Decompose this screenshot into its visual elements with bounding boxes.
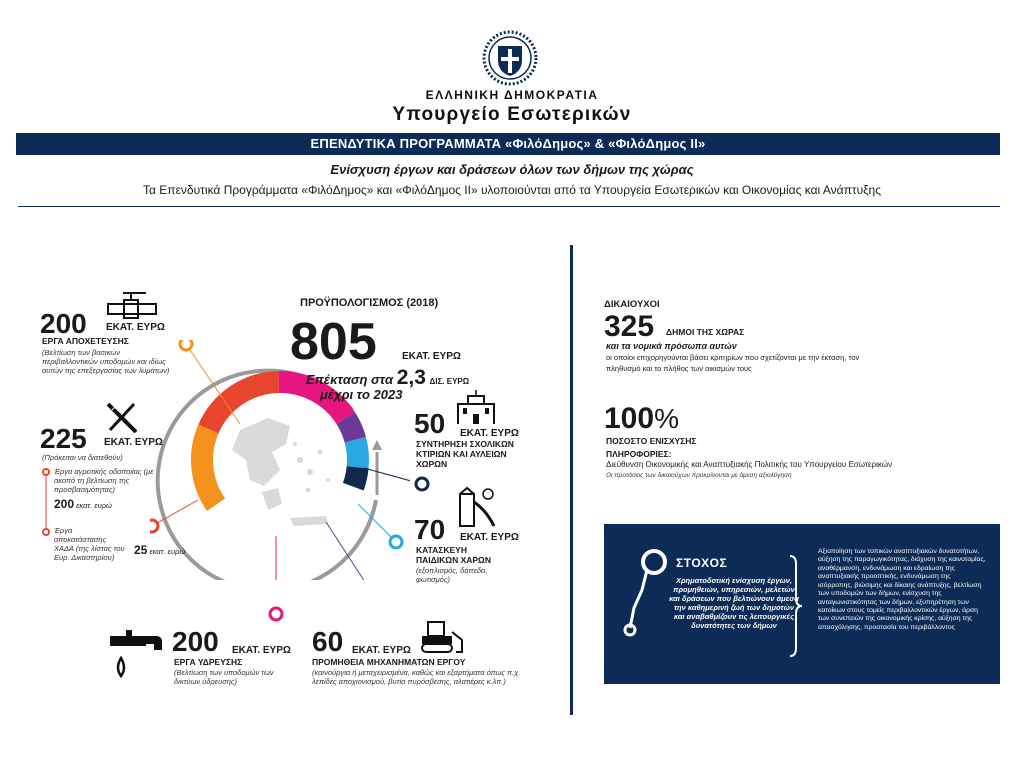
- machinery-value: 60: [312, 626, 344, 657]
- budget-unit: ΕΚΑΤ. ΕΥΡΩ: [402, 351, 461, 362]
- beneficiaries-unit: ΔΗΜΟΙ ΤΗΣ ΧΩΡΑΣ: [666, 327, 745, 337]
- goal-right-text: Αξιοποίηση των τοπικών αναπτυξιακών δυνατοτήτων, αύξηση της παραγωγικότητας, διάχυση της καινοτομίας, αναθέρμανση, ενδυνάμωση και εδραίωση της αναπτυξιακής προοπτικής, ενδυνάμωση της ισόρροπης, βιώσιμης και δίκαιης ανάπτυξης, βελτίωση των υποδομών των δήμων, ενίσχυση της ανταγωνιστικότητας των δήμων, εξυπηρέτηση των κατοίκων στους τομείς περιβαλλοντικών έργων, άρση των συνεπειών της οικονομικής κρίσης, αύξηση της απασχόλησης, προστασία του περιβάλλοντος: [818, 548, 986, 631]
- planned-sub1-unit: εκατ. ευρώ: [76, 501, 112, 510]
- program-description: Τα Επενδυτικά Προγράμματα «ΦιλόΔημος» και «ΦιλόΔημος ΙΙ» υλοποιούνται από τα Υπουργεία Εσωτερικών και Οικονομίας και Ανάπτυξης: [143, 183, 881, 197]
- goal-panel: [604, 524, 1000, 684]
- budget-value: 805: [290, 313, 377, 371]
- planned-note: (Πρόκειται να διατεθούν): [42, 453, 123, 462]
- support-label: ΠΟΣΟΣΤΟ ΕΝΙΣΧΥΣΗΣ: [606, 436, 697, 446]
- marker-schools: [414, 476, 430, 492]
- water-note: (Βελτίωση των υποδομών των δικτύων ύδρευσης): [174, 668, 274, 686]
- greek-emblem-icon: [482, 30, 538, 86]
- beneficiaries-label: ΔΙΚΑΙΟΥΧΟΙ: [604, 299, 660, 310]
- bulldozer-icon: [416, 618, 464, 654]
- beneficiaries-desc: οι οποίοι επιχορηγούνται βάσει κριτηρίων που σχετίζονται με την έκταση, τον πληθυσμό και το πλήθος των οικισμών τους: [606, 353, 860, 373]
- water-unit: ΕΚΑΤ. ΕΥΡΩ: [232, 645, 291, 656]
- extension-prefix: Επέκταση στα: [306, 372, 394, 387]
- sewage-note: (Βελτίωση των βασικών περιβαλλοντικών υποδομών και ιδίως αυτών της επεξεργασίας των λυμάτων): [42, 348, 170, 375]
- goal-left-text: Χρηματοδοτική ενίσχυση έργων, προμηθειών, υπηρεσιών, μελετών και δράσεων που βελτιώνουν άμεσα την καθημερινή ζωή των δημοτών και αναβαθμίζουν τις λειτουργικές δυνατότητες των δήμων: [669, 576, 799, 630]
- info-text: Διεύθυνση Οικονομικής και Αναπτυξιακής Πολιτικής του Υπουργείου Εσωτερικών: [606, 460, 893, 469]
- planned-value: 225: [40, 423, 87, 454]
- marker-sewage: [180, 340, 192, 350]
- playground-slide-icon: [456, 486, 498, 528]
- extension-value: 2,3: [396, 366, 426, 389]
- greece-map-icon: [232, 418, 330, 526]
- planned-unit: ΕΚΑΤ. ΕΥΡΩ: [104, 437, 163, 448]
- planned-sub2-unit: εκατ. ευρώ: [149, 547, 186, 556]
- playgrounds-value: 70: [414, 514, 446, 545]
- machinery-unit: ΕΚΑΤ. ΕΥΡΩ: [352, 645, 411, 656]
- water-value: 200: [172, 626, 219, 657]
- marker-playgrounds: [390, 536, 402, 548]
- page-subtitle: Ενίσχυση έργων και δράσεων όλων των δήμων της χώρας: [330, 162, 694, 177]
- water-tap-icon: [108, 628, 166, 684]
- support-value: 100: [604, 402, 655, 435]
- school-building-icon: [456, 390, 496, 426]
- schools-value: 50: [414, 408, 446, 439]
- machinery-note: (καινούργια ή μεταχειρισμένα, καθώς και εξαρτήματα όπως π.χ. λεπίδες αποχιονισμού, βυτία πυρόσβεσης, αλατιέρες κ.λπ.): [312, 668, 521, 686]
- arc-arrow: [372, 440, 382, 450]
- header-divider: [18, 206, 1000, 207]
- playgrounds-unit: ΕΚΑΤ. ΕΥΡΩ: [460, 532, 519, 543]
- playgrounds-note: (εξοπλισμός, δάπεδα, φωτισμός): [416, 566, 488, 584]
- budget-label: ΠΡΟΫΠΟΛΟΓΙΣΜΟΣ (2018): [300, 297, 439, 309]
- beneficiaries-legal: και τα νομικά πρόσωπα αυτών: [606, 341, 737, 351]
- marker-water: [268, 606, 284, 622]
- program-banner: ΕΠΕΝΔΥΤΙΚΑ ΠΡΟΓΡΑΜΜΑΤΑ «ΦιλόΔημος» & «ΦιλόΔημος ΙΙ»: [16, 133, 1000, 155]
- ruler-pencil-icon: [104, 400, 140, 436]
- info-label: ΠΛΗΡΟΦΟΡΙΕΣ:: [606, 449, 672, 459]
- machinery-title: ΠΡΟΜΗΘΕΙΑ ΜΗΧΑΝΗΜΑΤΩΝ ΕΡΓΟΥ: [312, 657, 466, 667]
- beneficiaries-value: 325: [604, 310, 655, 343]
- slice-machinery: [346, 418, 356, 440]
- water-title: ΕΡΓΑ ΥΔΡΕΥΣΗΣ: [174, 657, 243, 667]
- info-note: Οι προτάσεις των δικαιούχων προκρίνονται με άμεση αξιολόγηση: [606, 472, 792, 479]
- target-path-icon: [620, 548, 672, 638]
- bullet-line: [40, 468, 52, 538]
- ministry-title: Υπουργείο Εσωτερικών: [392, 104, 632, 125]
- support-pct: %: [654, 403, 679, 434]
- column-divider: [570, 245, 573, 715]
- slice-schools: [353, 467, 357, 486]
- playgrounds-title: ΚΑΤΑΣΚΕΥΗ ΠΑΙΔΙΚΩΝ ΧΑΡΩΝ: [416, 545, 491, 565]
- planned-sub2-value: 25: [134, 543, 148, 557]
- extension-until: μέχρι το 2023: [320, 387, 403, 402]
- marker-planned: [150, 520, 158, 532]
- sewage-value: 200: [40, 308, 87, 339]
- planned-sub2-text: Έργα αποκατάστασης ΧΑΔΑ (της λίστας του Ευρ. Δικαστηρίου): [54, 526, 125, 562]
- goal-title: ΣΤΟΧΟΣ: [676, 556, 728, 570]
- planned-sub2-amount: [134, 543, 185, 557]
- sewage-title: ΕΡΓΑ ΑΠΟΧΕΤΕΥΣΗΣ: [42, 336, 129, 346]
- extension-unit: ΔΙΣ. ΕΥΡΩ: [429, 377, 470, 386]
- slice-sewage: [202, 429, 216, 505]
- schools-title: ΣΥΝΤΗΡΗΣΗ ΣΧΟΛΙΚΩΝ ΚΤΙΡΙΩΝ ΚΑΙ ΑΥΛΕΙΩΝ ΧΩΡΩΝ: [416, 439, 514, 469]
- planned-sub1-text: Έργα αγροτικής οδοποιίας (με ακοπό τη βελτίωση της προσβασιμότητας): [54, 467, 154, 494]
- schools-unit: ΕΚΑΤ. ΕΥΡΩ: [460, 428, 519, 439]
- brace-icon: [788, 554, 804, 658]
- pipe-valve-icon: [106, 290, 158, 322]
- slice-playgrounds: [355, 440, 358, 468]
- sewage-unit: ΕΚΑΤ. ΕΥΡΩ: [106, 322, 165, 333]
- planned-sub1-amount: [54, 497, 112, 511]
- support-percentage: [604, 404, 679, 434]
- planned-sub1-value: 200: [54, 497, 75, 511]
- republic-title: ΕΛΛΗΝΙΚΗ ΔΗΜΟΚΡΑΤΙΑ: [425, 88, 599, 102]
